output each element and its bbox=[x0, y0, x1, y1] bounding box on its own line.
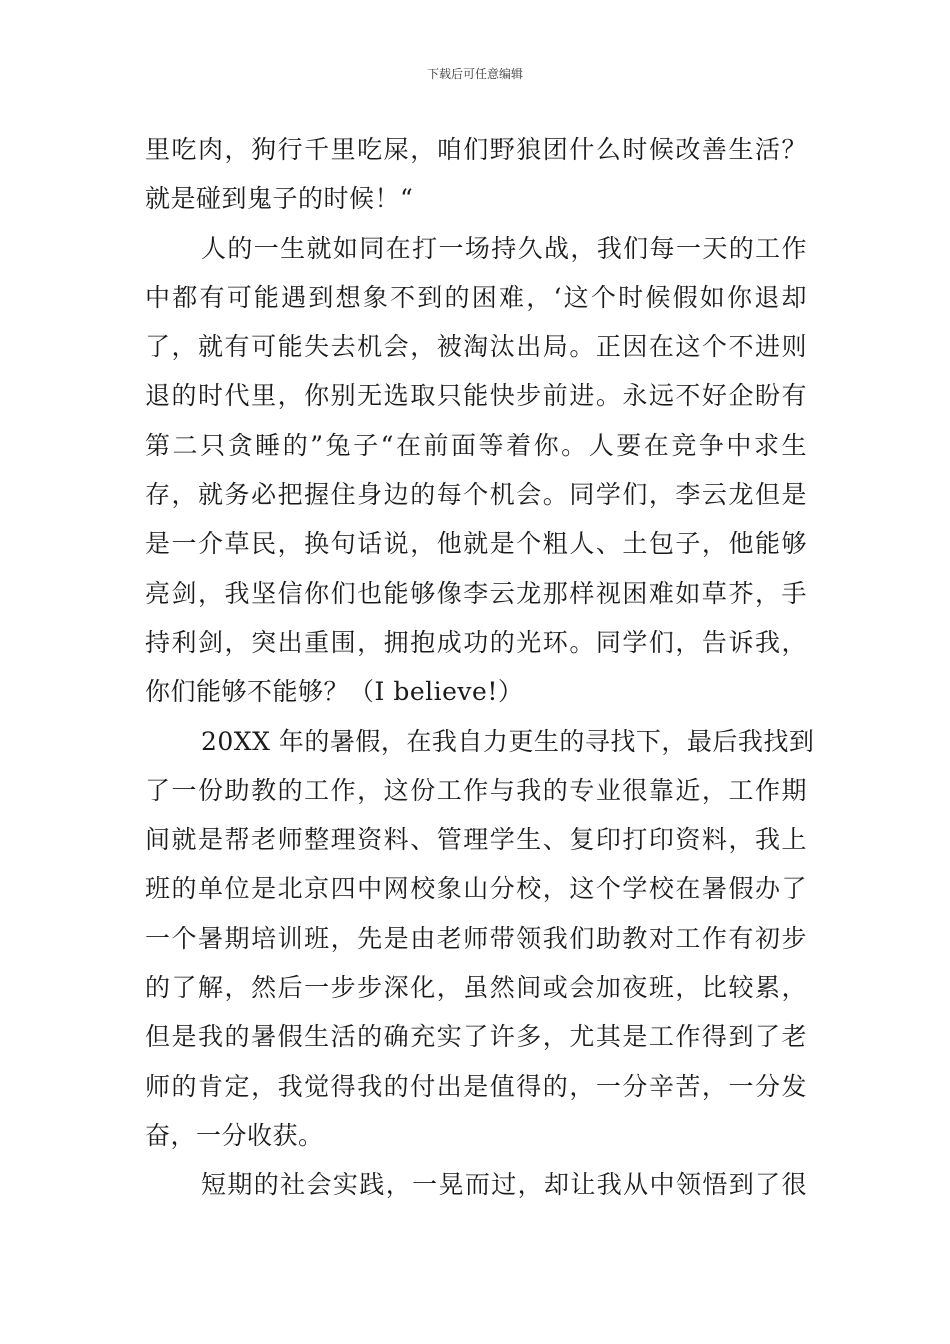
text-line: 中都有可能遇到想象不到的困难，‘这个时候假如你退却 bbox=[145, 282, 807, 312]
text-line: 退的时代里，你别无选取只能快步前进。永远不好企盼有 bbox=[145, 381, 807, 411]
text-line: 奋，一分收获。 bbox=[145, 1120, 324, 1150]
text-line: 第二只贪睡的”兔子“在前面等着你。人要在竞争中求生 bbox=[145, 430, 807, 460]
text-line: 师的肯定，我觉得我的付出是值得的，一分辛苦，一分发 bbox=[145, 1071, 807, 1101]
text-line: 亮剑，我坚信你们也能够像李云龙那样视困难如草芥，手 bbox=[145, 578, 807, 608]
text-line: 班的单位是北京四中网校象山分校，这个学校在暑假办了 bbox=[145, 874, 807, 904]
page-header: 下载后可任意编辑 bbox=[426, 67, 523, 81]
text-line: 短期的社会实践，一晃而过，却让我从中领悟到了很 bbox=[201, 1170, 807, 1200]
text-line: 人的一生就如同在打一场持久战，我们每一天的工作 bbox=[201, 233, 807, 263]
text-line: 了，就有可能失去机会，被淘汰出局。正因在这个不进则 bbox=[145, 332, 807, 362]
text-line: 里吃肉，狗行千里吃屎，咱们野狼团什么时候改善生活？ bbox=[145, 135, 807, 164]
text-line: 了一份助教的工作，这份工作与我的专业很靠近，工作期 bbox=[145, 775, 807, 805]
text-line: 但是我的暑假生活的确充实了许多，尤其是工作得到了老 bbox=[145, 1022, 807, 1052]
text-line: 就是碰到鬼子的时候！“ bbox=[145, 184, 414, 214]
text-line: 20XX 年的暑假，在我自力更生的寻找下，最后我找到 bbox=[201, 726, 815, 756]
text-line: 存，就务必把握住身边的每个机会。同学们，李云龙但是 bbox=[145, 480, 807, 510]
text-line: 的了解，然后一步步深化，虽然间或会加夜班，比较累， bbox=[145, 973, 807, 1003]
text-line: 间就是帮老师整理资料、管理学生、复印打印资料，我上 bbox=[145, 825, 807, 855]
text-line: 一个暑期培训班，先是由老师带领我们助教对工作有初步 bbox=[145, 923, 807, 953]
text-line: 是一介草民，换句话说，他就是个粗人、土包子，他能够 bbox=[145, 529, 807, 559]
text-line: 持利剑，突出重围，拥抱成功的光环。同学们，告诉我， bbox=[145, 627, 807, 657]
text-line: 你们能够不能够？（I believe!） bbox=[145, 677, 524, 707]
document-body bbox=[145, 125, 815, 1210]
